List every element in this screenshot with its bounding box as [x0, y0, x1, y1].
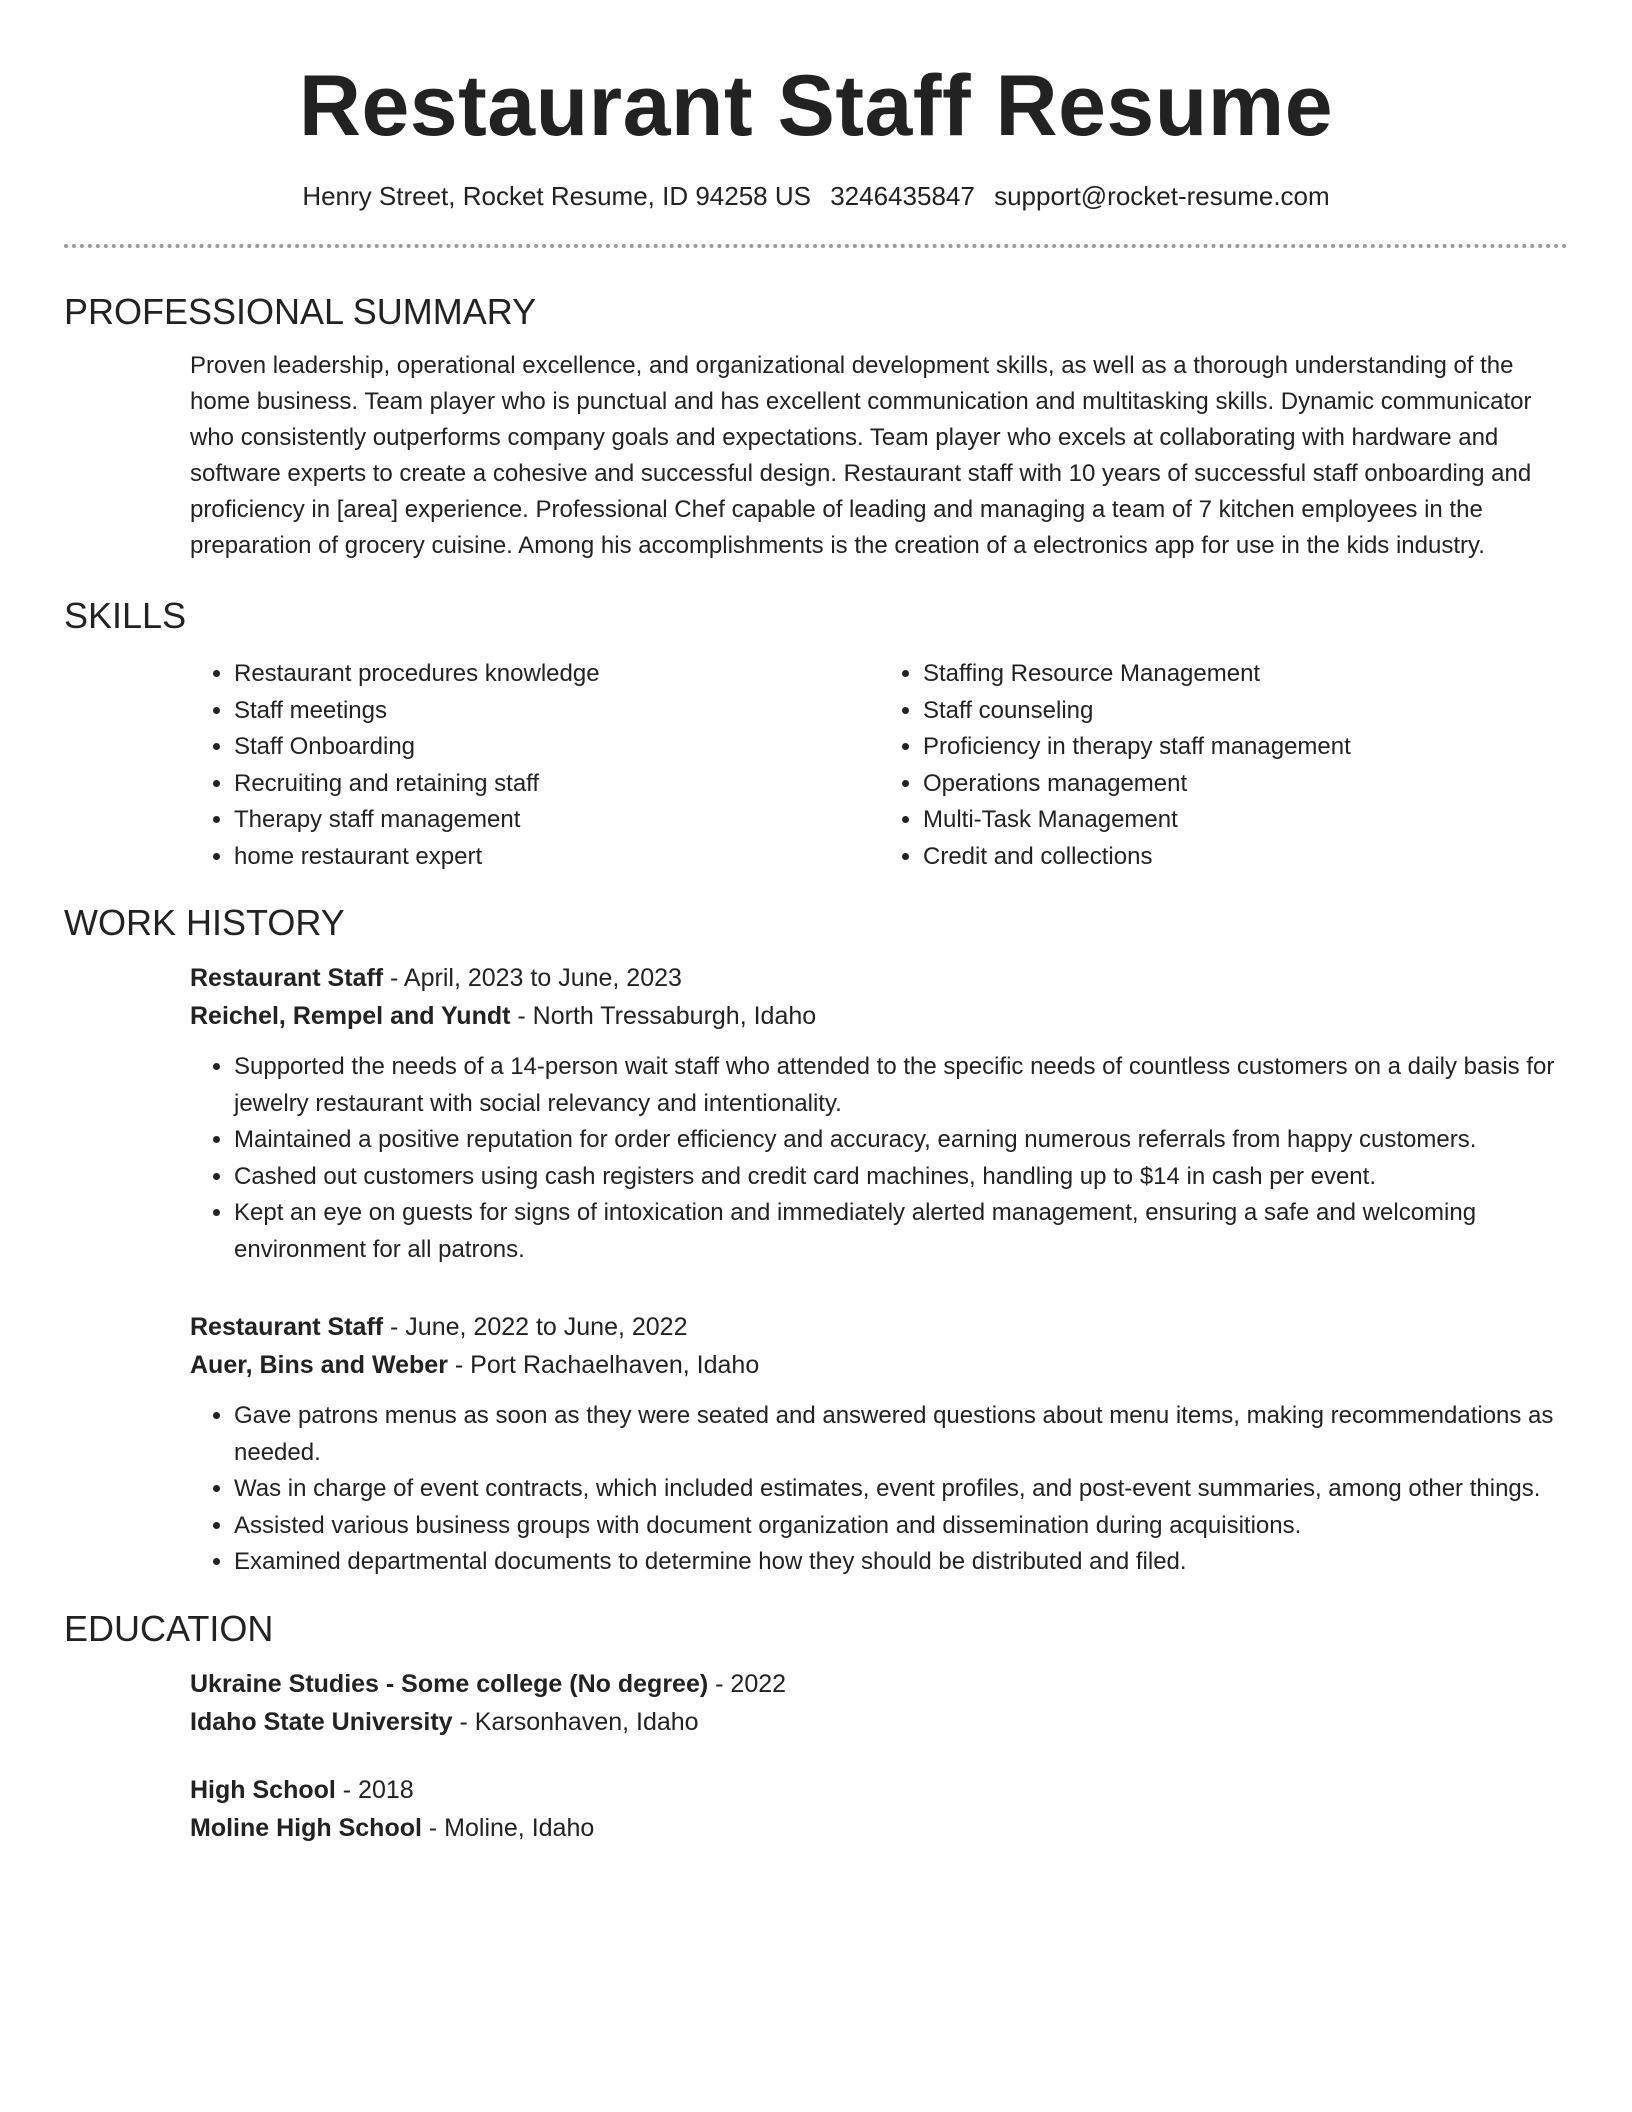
skills-section [64, 594, 1568, 875]
job-duty: • Examined departmental documents to determine how they should be distributed and filed. [234, 1544, 1568, 1581]
education-entry [190, 1665, 1568, 1741]
contact-address: Henry Street, Rocket Resume, ID 94258 US [302, 181, 811, 211]
education-entry [190, 1771, 1568, 1847]
skill-item: • Recruiting and retaining staff [234, 766, 879, 803]
skills-list-right [879, 656, 1568, 875]
summary-section [64, 290, 1568, 564]
skill-item: • Staff counseling [923, 693, 1568, 730]
skills-heading: SKILLS [64, 595, 187, 636]
header-divider [64, 244, 1568, 248]
job-title: Restaurant Staff [190, 1313, 384, 1341]
job-duty: • Kept an eye on guests for signs of intoxication and immediately alerted management, ensuring a safe and welcoming environment for all patrons. [234, 1195, 1568, 1268]
resume-title: Restaurant Staff Resume [298, 58, 1334, 154]
education-location: - Karsonhaven, Idaho [452, 1707, 699, 1736]
job-duty: • Was in charge of event contracts, which included estimates, event profiles, and post-event summaries, among other things. [234, 1471, 1568, 1508]
job-duty: • Supported the needs of a 14-person wait staff who attended to the specific needs of countless customers on a daily basis for jewelry restaurant with social relevancy and intentionality. [234, 1049, 1568, 1122]
job-duty: • Assisted various business groups with document organization and dissemination during acquisitions. [234, 1508, 1568, 1545]
job-entry [190, 1308, 1568, 1581]
job-location: - North Tressaburgh, Idaho [510, 1002, 817, 1030]
job-duty: • Cashed out customers using cash registers and credit card machines, handling up to $14 in cash per event. [234, 1159, 1568, 1196]
job-duty: • Maintained a positive reputation for order efficiency and accuracy, earning numerous referrals from happy customers. [234, 1122, 1568, 1159]
contact-email: support@rocket-resume.com [994, 181, 1330, 211]
education-degree: Ukraine Studies - Some college (No degree) [190, 1669, 709, 1698]
education-school: Moline High School [190, 1813, 422, 1842]
job-title-line [190, 959, 1568, 997]
skill-item: • Multi-Task Management [923, 802, 1568, 839]
education-school-line [190, 1809, 1568, 1847]
education-degree: High School [190, 1775, 336, 1804]
job-location: - Port Rachaelhaven, Idaho [447, 1351, 760, 1379]
education-year: - 2018 [335, 1775, 414, 1804]
job-company: Reichel, Rempel and Yundt [190, 1002, 511, 1030]
summary-text: Proven leadership, operational excellence, and organizational development skills, as well as a thorough understanding of the home business. Team player who is punctual and has excellent communication and multitasking skills. Dynamic communicator who consistently outperforms company goals and expectations. Team player who excels at collaborating with hardware and software experts to create a cohesive and successful design. Restaurant staff with 10 years of successful staff onboarding and proficiency in [area] experience. Professional Chef capable of leading and managing a team of 7 kitchen employees in the preparation of grocery cuisine. Among his accomplishments is the creation of a electronics app for use in the kids industry. [190, 352, 1532, 559]
resume-page [64, 0, 1568, 1847]
education-degree-line [190, 1771, 1568, 1809]
contact-phone: 3246435847 [830, 181, 975, 211]
skill-item: • Staffing Resource Management [923, 656, 1568, 693]
skill-item: • Proficiency in therapy staff management [923, 729, 1568, 766]
skill-item: • Therapy staff management [234, 802, 879, 839]
skill-item: • Operations management [923, 766, 1568, 803]
job-title: Restaurant Staff [190, 964, 384, 992]
job-duty: • Gave patrons menus as soon as they were seated and answered questions about menu items, making recommendations as needed. [234, 1398, 1568, 1471]
education-year: - 2022 [708, 1669, 787, 1698]
job-duties [190, 1398, 1568, 1581]
skill-item: • Staff meetings [234, 693, 879, 730]
contact-line [64, 178, 1568, 214]
education-school-line [190, 1703, 1568, 1741]
education-degree-line [190, 1665, 1568, 1703]
education-location: - Moline, Idaho [421, 1813, 595, 1842]
job-company-line [190, 997, 1568, 1035]
job-dates: - June, 2022 to June, 2022 [383, 1313, 688, 1341]
summary-heading: PROFESSIONAL SUMMARY [64, 291, 537, 332]
job-company: Auer, Bins and Weber [190, 1351, 448, 1379]
skill-item: • Credit and collections [923, 839, 1568, 876]
skills-list-left [190, 656, 879, 875]
job-entry [190, 959, 1568, 1268]
education-section [64, 1607, 1568, 1847]
job-duties [190, 1049, 1568, 1268]
education-heading: EDUCATION [64, 1607, 274, 1649]
work-history-heading: WORK HISTORY [64, 902, 345, 943]
work-history-section [64, 901, 1568, 1581]
job-company-line [190, 1346, 1568, 1384]
skills-grid [190, 656, 1568, 875]
skill-item: • Staff Onboarding [234, 729, 879, 766]
job-title-line [190, 1308, 1568, 1346]
job-dates: - April, 2023 to June, 2023 [383, 964, 682, 992]
education-school: Idaho State University [190, 1707, 453, 1736]
skill-item: • Restaurant procedures knowledge [234, 656, 879, 693]
skill-item: • home restaurant expert [234, 839, 879, 876]
